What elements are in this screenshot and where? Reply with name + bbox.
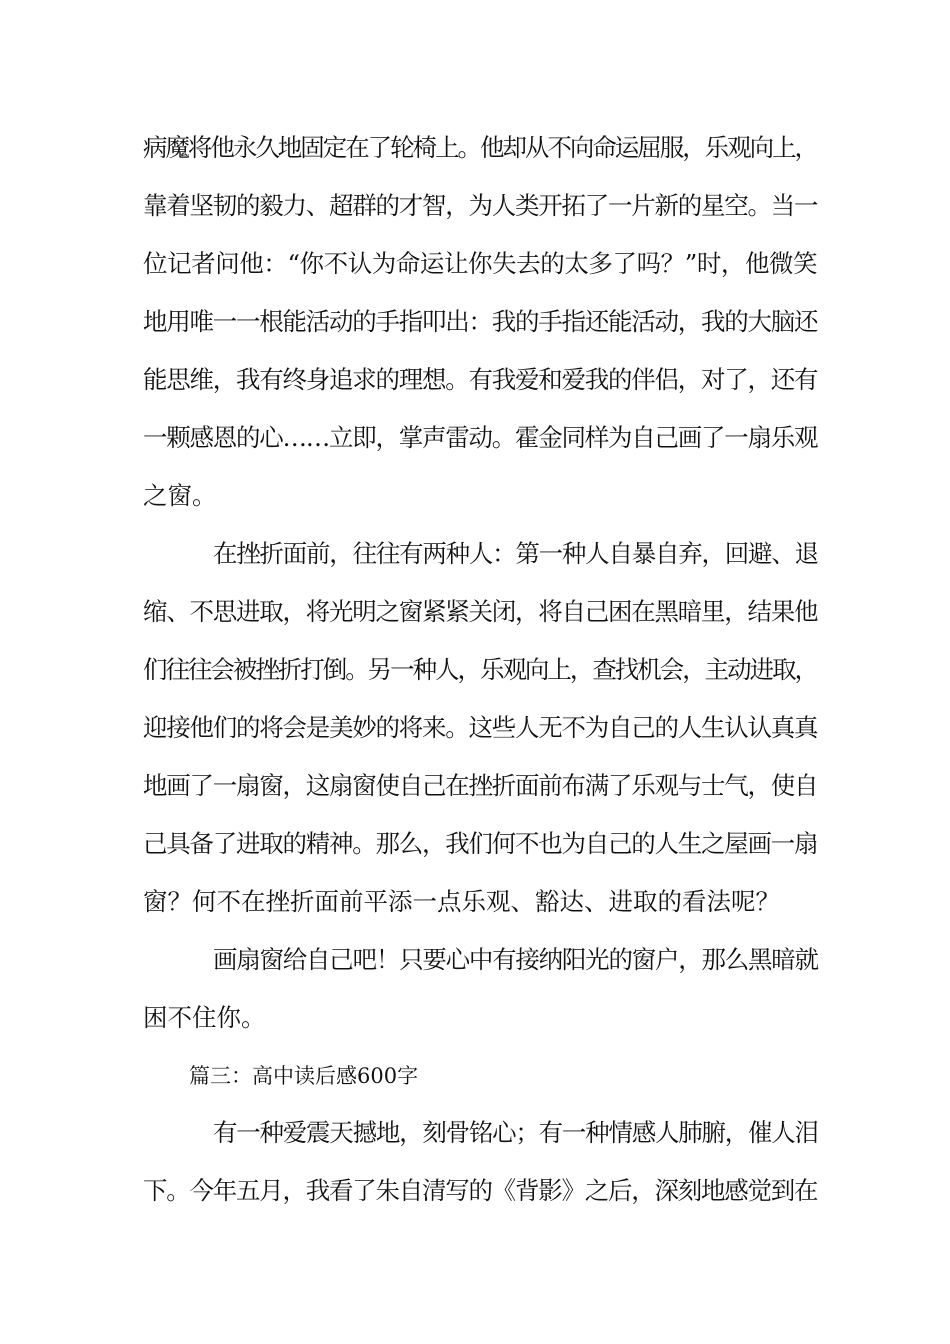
paragraph-2-line-5: 地画了一扇窗，这扇窗使自己在挫折面前布满了乐观与士气，使自 [143, 771, 818, 800]
paragraph-3-line-2: 困不住你。 [143, 1003, 266, 1032]
paragraph-1-line-6: 一颗感恩的心……立即，掌声雷动。霍金同样为自己画了一扇乐观 [143, 423, 818, 452]
paragraph-1-line-3: 位记者问他：“你不认为命运让你失去的太多了吗？”时，他微笑 [143, 249, 818, 278]
paragraph-2-line-7: 窗？何不在挫折面前平添一点乐观、豁达、进取的看法呢？ [143, 887, 780, 916]
paragraph-1-line-4: 地用唯一一根能活动的手指叩出：我的手指还能活动，我的大脑还 [143, 307, 818, 336]
paragraph-4-line-1: 有一种爱震天撼地，刻骨铭心；有一种情感人肺腑，催人泪 [213, 1118, 818, 1147]
paragraph-1-line-7: 之窗。 [143, 481, 217, 510]
paragraph-2-line-3: 们往往会被挫折打倒。另一种人，乐观向上，查找机会，主动进取， [143, 655, 817, 684]
paragraph-2-line-6: 己具备了进取的精神。那么，我们何不也为自己的人生之屋画一扇 [143, 829, 818, 858]
paragraph-1-line-2: 靠着坚韧的毅力、超群的才智，为人类开拓了一片新的星空。当一 [143, 191, 818, 220]
paragraph-1-line-5: 能思维，我有终身追求的理想。有我爱和爱我的伴侣，对了，还有 [143, 365, 818, 394]
paragraph-2-line-1: 在挫折面前，往往有两种人：第一种人自暴自弃，回避、退 [213, 539, 818, 568]
paragraph-2-line-2: 缩、不思进取，将光明之窗紧紧关闭，将自己困在黑暗里，结果他 [143, 597, 818, 626]
paragraph-2-line-4: 迎接他们的将会是美妙的将来。这些人无不为自己的人生认认真真 [143, 713, 818, 742]
paragraph-3-line-1: 画扇窗给自己吧！只要心中有接纳阳光的窗户，那么黑暗就 [213, 945, 818, 974]
paragraph-1-line-1: 病魔将他永久地固定在了轮椅上。他却从不向命运屈服，乐观向上， [143, 133, 817, 162]
section-heading: 篇三：高中读后感600字 [189, 1064, 419, 1088]
paragraph-4-line-2: 下。今年五月，我看了朱自清写的《背影》之后，深刻地感觉到在 [143, 1176, 818, 1205]
